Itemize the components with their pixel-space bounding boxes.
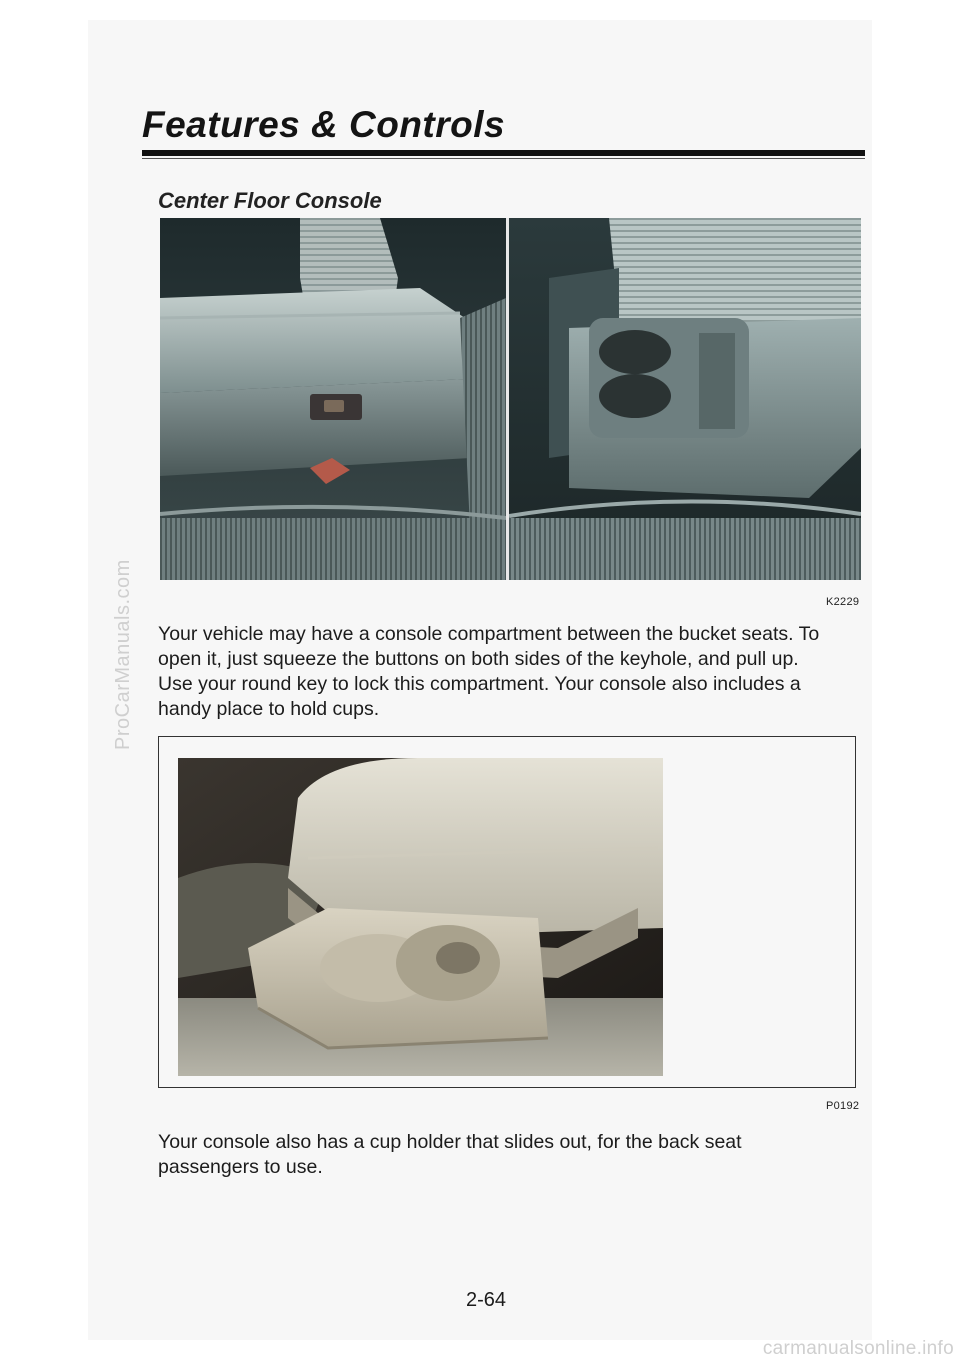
paragraph-1 (158, 622, 858, 722)
page-number: 2-64 (466, 1289, 507, 1311)
subheading: Center Floor Console (158, 188, 382, 213)
title-rule-thin (142, 158, 865, 159)
paragraph-1-line-4: handy place to hold cups. (158, 698, 380, 720)
bottom-watermark: carmanualsonline.info (762, 1338, 954, 1359)
paragraph-2-line-1: Your console also has a cup holder that slides out, for the back seat (158, 1131, 742, 1153)
paragraph-2 (158, 1130, 858, 1180)
section-title: Features & Controls (142, 104, 506, 145)
photo-divider (506, 218, 509, 580)
side-watermark: ProCarManuals.com (112, 559, 134, 750)
paragraph-1-line-1: Your vehicle may have a console compartment between the bucket seats. To (158, 623, 820, 645)
paragraph-1-line-2: open it, just squeeze the buttons on both sides of the keyhole, and pull up. (158, 648, 799, 670)
title-rule (142, 150, 865, 156)
figure-caption-1: K2229 (826, 596, 860, 608)
paragraph-1-line-3: Use your round key to lock this compartment. Your console also includes a (158, 673, 801, 695)
console-photo-left (160, 218, 506, 580)
cup-holder-photo (178, 758, 663, 1076)
paragraph-2-line-2: passengers to use. (158, 1156, 323, 1178)
console-photo-right (509, 218, 861, 580)
figure-caption-2: P0192 (826, 1100, 860, 1112)
